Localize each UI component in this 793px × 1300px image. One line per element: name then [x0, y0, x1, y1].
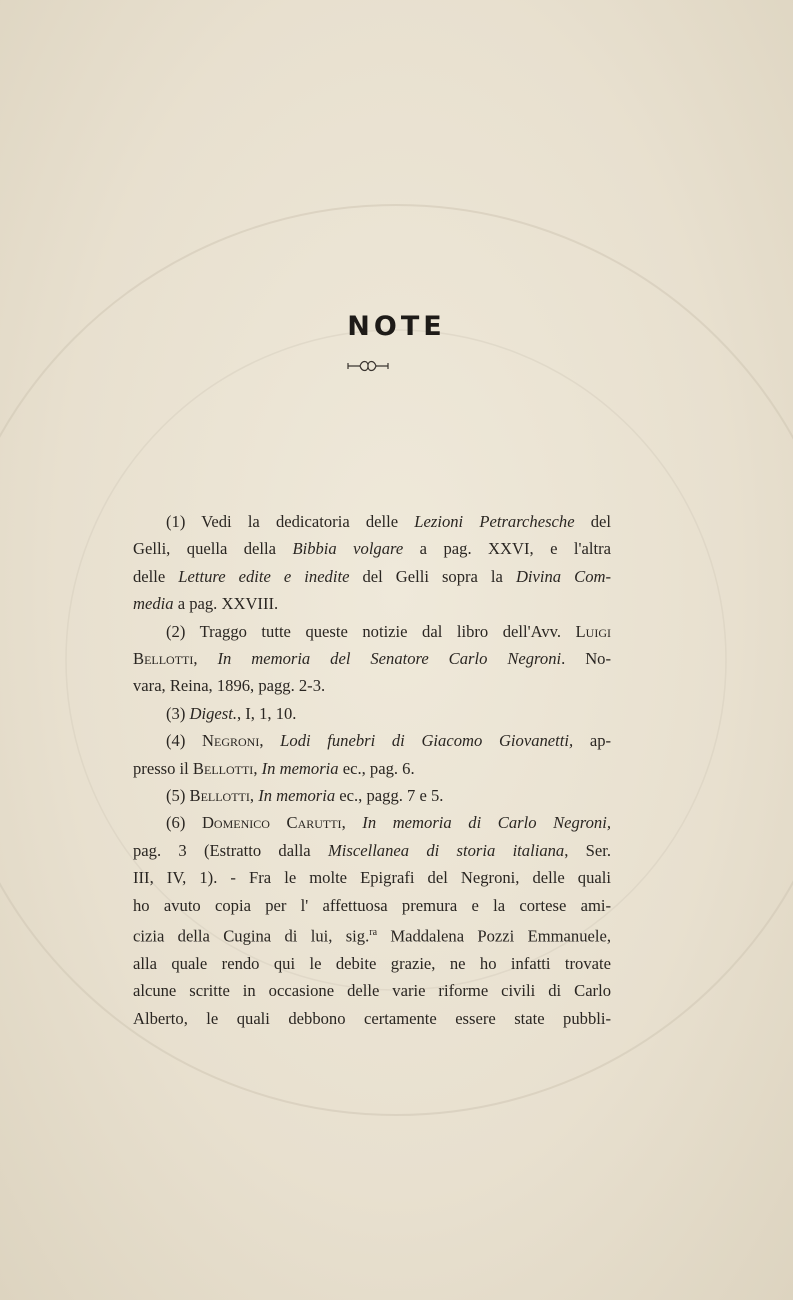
note-2-line-1: (2) Traggo tutte queste notizie dal libro dell'Avv. Luigi: [166, 621, 611, 641]
note-4-line-1: (4) Negroni, Lodi funebri di Giacomo Giovanetti, ap-: [166, 731, 612, 751]
flourish-ornament-icon: [346, 356, 390, 376]
note-1-line-1: (1) Vedi la dedicatoria delle Lezioni Petrarchesche del: [166, 512, 612, 531]
note-4-line-2: presso il Bellotti, In memoria ec., pag. 6.: [133, 758, 415, 778]
note-6-line-1: (6) Domenico Carutti, In memoria di Carlo Negroni,: [166, 813, 611, 833]
note-1-line-4: media a pag. XXVIII.: [133, 594, 279, 614]
note-6-line-2: pag. 3 (Estratto dalla Miscellanea di storia italiana, Ser.: [133, 840, 612, 860]
page-title: NOTE: [347, 311, 446, 342]
notes-body: [133, 508, 611, 1032]
note-6-line-7: alcune scritte in occasione delle varie riforme civili di Carlo: [133, 981, 611, 1001]
note-6-line-8: Alberto, le quali debbono certamente essere state pubbli-: [133, 1008, 611, 1028]
note-6-line-5: cizia della Cugina di lui, sig.$^{ra}$ Maddalena Pozzi Emmanuele,: [133, 926, 611, 946]
note-6-line-3: III, IV, 1). - Fra le molte Epigrafi del Negroni, delle quali: [133, 868, 611, 888]
note-6-line-4: ho avuto copia per l' affettuosa premura e la cortese ami-: [133, 895, 611, 915]
note-1-line-2: Gelli, quella della Bibbia volgare a pag. XXVI, e l'altra: [133, 539, 611, 559]
note-3-line-1: (3) Digest., I, 1, 10.: [166, 703, 297, 723]
note-2-line-3: vara, Reina, 1896, pagg. 2-3.: [133, 676, 326, 696]
note-6-line-6: alla quale rendo qui le debite grazie, ne ho infatti trovate: [133, 954, 611, 974]
note-1-line-3: delle Letture edite e inedite del Gelli sopra la Divina Com-: [133, 566, 611, 586]
note-2-line-2: Bellotti, In memoria del Senatore Carlo Negroni. No-: [133, 649, 611, 669]
note-5-line-1: (5) Bellotti, In memoria ec., pagg. 7 e 5.: [166, 786, 444, 806]
